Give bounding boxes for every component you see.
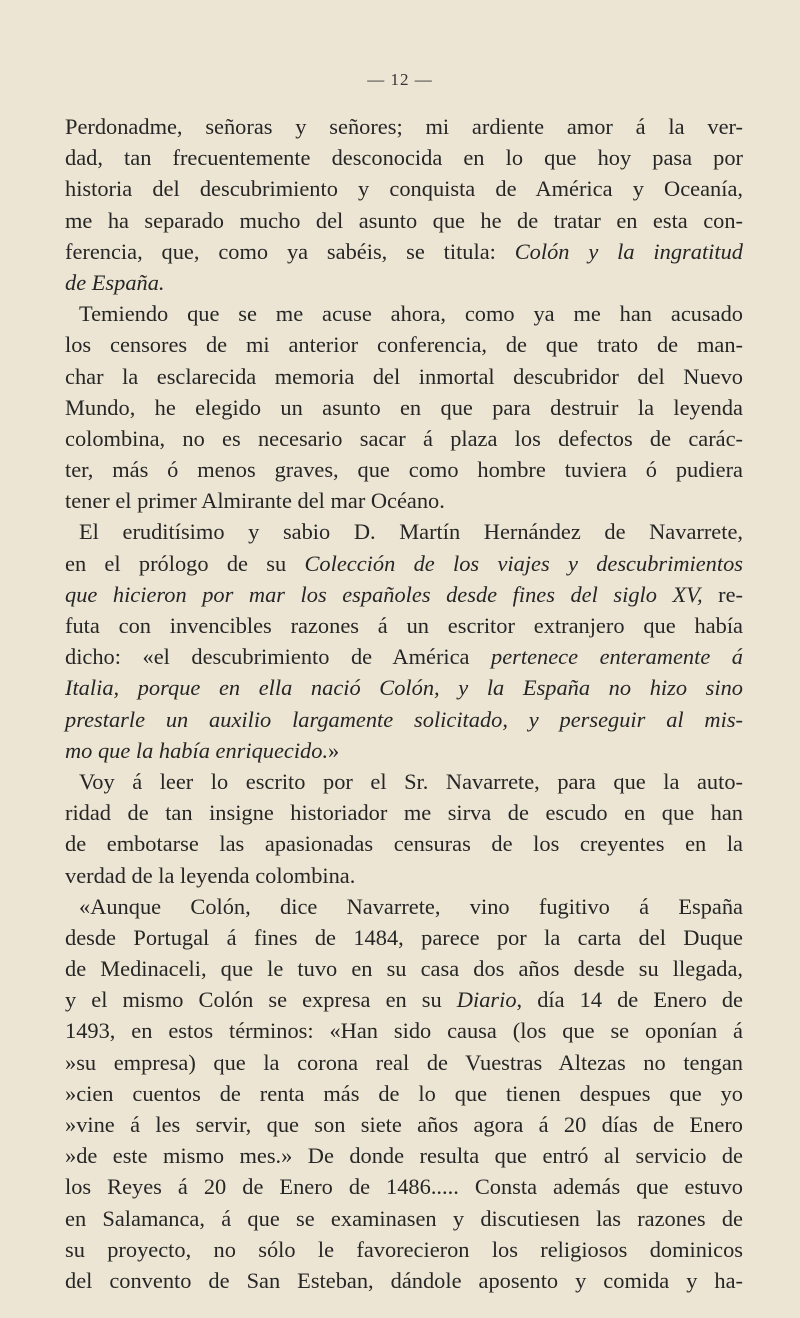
text-line [65,1047,743,1078]
text-line [65,641,743,672]
text-segment: re- [702,581,743,607]
text-segment: de Medinaceli, que le tuvo en su casa dos años desde su llegada, [65,956,743,982]
italic-text: mo que la había enriquecido. [65,737,329,763]
text-segment: ter, más ó menos graves, que como hombre tuviera ó pudiera [65,457,743,483]
text-segment: los censores de mi anterior conferencia, de que trato de man- [65,332,743,358]
italic-text: prestarle un auxilio largamente solicitado, y perseguir al mis- [65,706,743,732]
italic-text: Diario [456,987,517,1013]
text-segment: 1493, en estos términos: «Han sido causa (los que se oponían á [65,1018,743,1044]
text-segment: » [328,737,340,763]
text-line [65,548,743,579]
text-line [65,984,743,1015]
text-segment: tener el primer Almirante del mar Océano. [65,488,445,514]
italic-text: Italia, porque en ella nació Colón, y la España no hizo sino [65,675,743,701]
text-line [65,392,743,423]
text-segment: Perdonadme, señoras y señores; mi ardiente amor á la ver- [65,114,743,139]
text-segment: dad, tan frecuentemente desconocida en lo que hoy pasa por [65,145,743,171]
text-segment: los Reyes á 20 de Enero de 1486..... Consta además que estuvo [65,1174,743,1200]
text-segment: Temiendo que se me acuse ahora, como ya me han acusado [79,301,743,327]
italic-text: de España. [65,269,165,295]
text-line [65,329,743,360]
text-line [65,953,743,984]
text-segment: desde Portugal á fines de 1484, parece por la carta del Duque [65,924,743,950]
text-segment: »cien cuentos de renta más de lo que tienen despues que yo [65,1080,743,1106]
text-line [65,142,743,173]
text-line [65,860,743,891]
text-line [65,111,743,142]
text-segment: El eruditísimo y sabio D. Martín Hernández de Navarrete, [79,519,743,545]
text-segment: »vine á les servir, que son siete años agora á 20 días de Enero [65,1112,743,1137]
italic-text: pertenece enteramente á [491,644,743,670]
text-segment: char la esclarecida memoria del inmortal descubridor del Nuevo [65,363,743,389]
text-segment: historia del descubrimiento y conquista de América y Oceanía, [65,176,743,202]
text-line [65,704,743,735]
text-line [65,1078,743,1109]
text-line [65,1109,743,1140]
text-segment: del convento de San Esteban, dándole aposento y comida y ha- [65,1267,743,1293]
text-line [65,516,743,547]
text-line [65,922,743,953]
text-line [65,828,743,859]
page-number: — 12 — [367,70,433,89]
text-segment: colombina, no es necesario sacar á plaza los defectos de carác- [65,425,743,451]
text-segment: futa con invencibles razones á un escritor extranjero que había [65,613,743,638]
text-line [65,1171,743,1202]
text-segment: ferencia, que, como ya sabéis, se titula: [65,238,515,264]
italic-text: Colección de los viajes y descubrimientos [304,550,743,576]
text-line [65,579,743,610]
text-line [65,891,743,922]
text-segment: su proyecto, no sólo le favorecieron los religiosos dominicos [65,1236,743,1262]
text-line [65,423,743,454]
text-segment: »de este mismo mes.» De donde resulta que entró al servicio de [65,1143,743,1169]
text-segment: en el prólogo de su [65,550,305,576]
text-line [65,1265,743,1296]
text-segment: «Aunque Colón, dice Navarrete, vino fugitivo á España [79,893,743,919]
text-segment: ridad de tan insigne historiador me sirva de escudo en que han [65,800,743,826]
text-line [65,1234,743,1265]
text-line [65,672,743,703]
text-line [65,236,743,267]
text-line [65,485,743,516]
text-line [65,298,743,329]
text-line [65,735,743,766]
text-line [65,454,743,485]
text-line [65,1015,743,1046]
text-line [65,797,743,828]
text-segment: me ha separado mucho del asunto que he de tratar en esta con- [65,207,743,233]
text-segment: de embotarse las apasionadas censuras de los creyentes en la [65,831,743,857]
text-segment: »su empresa) que la corona real de Vuestras Altezas no tengan [65,1049,743,1075]
text-line [65,1203,743,1234]
text-line [65,1140,743,1171]
text-segment: Mundo, he elegido un asunto en que para destruir la leyenda [65,394,743,420]
text-segment: y el mismo Colón se expresa en su [65,987,457,1013]
italic-text: que hicieron por mar los españoles desde fines del siglo XV, [65,581,703,607]
body-text [65,111,743,1296]
text-segment: , día 14 de Enero de [516,987,743,1013]
text-segment: verdad de la leyenda colombina. [65,862,356,888]
text-segment: en Salamanca, á que se examinasen y discutiesen las razones de [65,1205,743,1231]
text-segment: dicho: «el descubrimiento de América [65,644,492,670]
text-line [65,610,743,641]
text-line [65,173,743,204]
text-line [65,766,743,797]
text-segment: Voy á leer lo escrito por el Sr. Navarrete, para que la auto- [79,768,743,794]
italic-text: Colón y la ingratitud [514,238,743,264]
text-line [65,267,743,298]
text-line [65,361,743,392]
text-line [65,205,743,236]
